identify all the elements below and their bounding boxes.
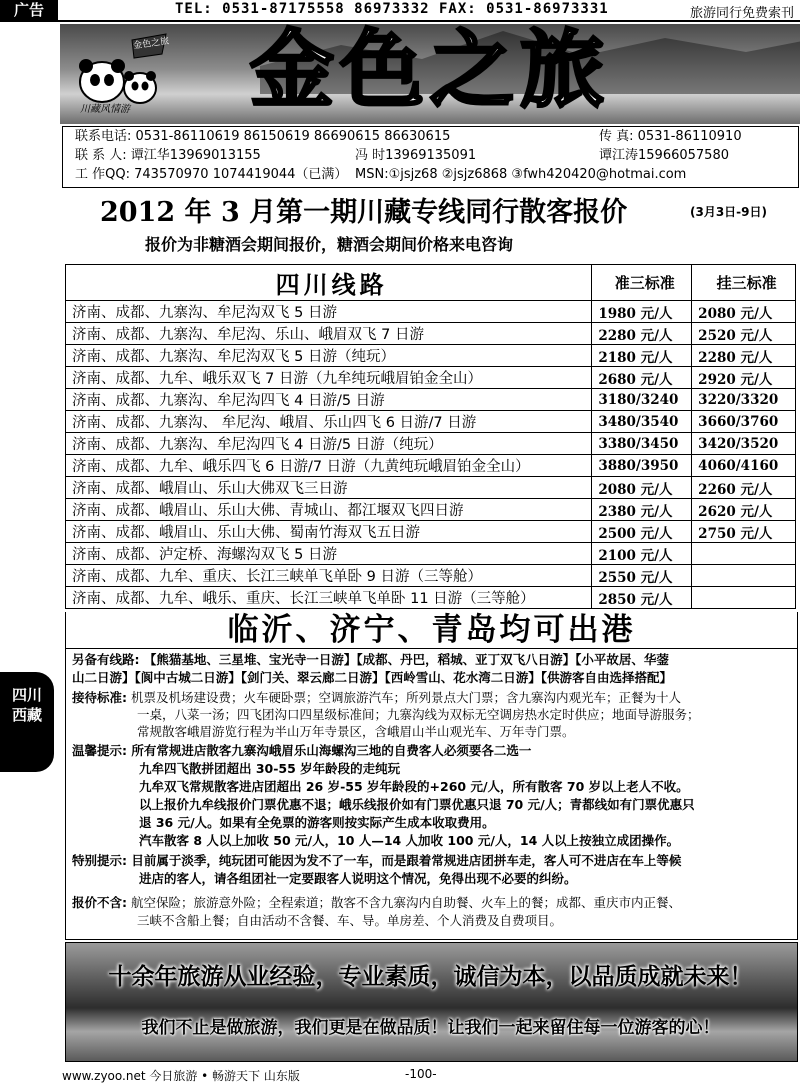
- side-tab-line-2: 西藏: [11, 706, 42, 724]
- qq-numbers: 743570970 1074419044（已满）: [134, 167, 348, 182]
- route-name: 济南、成都、峨眉山、乐山大佛双飞三日游: [66, 477, 592, 499]
- date-range: (3月3日-9日): [690, 205, 767, 219]
- side-tab: [0, 672, 54, 772]
- price-hang: [692, 565, 796, 587]
- page-title: 2012 年 3 月第一期川藏专线同行散客报价: [100, 197, 628, 228]
- table-row: [66, 543, 796, 565]
- route-name: 济南、成都、九寨沟、牟尼沟、乐山、峨眉双飞 7 日游: [66, 323, 592, 345]
- price-hang: 2920 元/人: [692, 367, 796, 389]
- price-hang: 3420/3520: [692, 433, 796, 455]
- price-hang: 2080 元/人: [692, 301, 796, 323]
- special-tip-1: 目前属于淡季，纯玩团可能因为发不了一车，而是跟着常规进店团拼车走，客人可不进店在车上等候: [131, 853, 682, 868]
- price-hang: 3220/3320: [692, 389, 796, 411]
- route-name: 济南、成都、九寨沟、牟尼沟双飞 5 日游: [66, 301, 592, 323]
- table-row: [66, 587, 796, 609]
- table-row: [66, 367, 796, 389]
- route-name: 济南、成都、九寨沟、 牟尼沟、峨眉、乐山四飞 6 日游/7 日游: [66, 411, 592, 433]
- side-tab-line-1: 四川: [11, 686, 42, 704]
- warm-tip-6: 汽车散客 8 人以上加收 50 元/人，10 人—14 人加收 100 元/人，14 人以上按独立成团操作。: [139, 833, 680, 848]
- warm-tip-2: 九牟四飞散拼团超出 30-55 岁年龄段的走纯玩: [139, 761, 401, 776]
- price-standard: 3180/3240: [592, 389, 692, 411]
- price-standard: 2380 元/人: [592, 499, 692, 521]
- route-name: 济南、成都、九牟、峨乐双飞 7 日游（九牟纯玩峨眉铂金全山）: [66, 367, 592, 389]
- special-tips-label: 特别提示:: [72, 853, 127, 868]
- notes-box: [65, 648, 798, 940]
- price-hang: 2520 元/人: [692, 323, 796, 345]
- logo-badge: 金色之旅: [132, 36, 170, 52]
- contact-box: [62, 126, 799, 188]
- table-row: [66, 565, 796, 587]
- price-standard: 2180 元/人: [592, 345, 692, 367]
- price-standard: 3380/3450: [592, 433, 692, 455]
- departure-ports: 临沂、济宁、青岛均可出港: [65, 612, 798, 649]
- price-standard: 1980 元/人: [592, 301, 692, 323]
- phone-numbers: 0531-86110619 86150619 86690615 86630615: [135, 129, 451, 144]
- price-table: [65, 264, 796, 609]
- table-row: [66, 477, 796, 499]
- table-row: [66, 323, 796, 345]
- table-row: [66, 301, 796, 323]
- route-name: 济南、成都、九寨沟、牟尼沟四飞 4 日游/5 日游（纯玩）: [66, 433, 592, 455]
- warm-tips-label: 温馨提示:: [72, 743, 127, 758]
- exclusion-line-2: 三峡不含船上餐；自由活动不含餐、车、导。单房差、个人消费及自费项目。: [137, 913, 563, 928]
- price-standard: 2100 元/人: [592, 543, 692, 565]
- price-standard: 2680 元/人: [592, 367, 692, 389]
- slogan-line-2: 我们不止是做旅游，我们更是在做品质！让我们一起来留住每一位游客的心！: [141, 1018, 720, 1038]
- warm-tip-5: 退 36 元/人。如果有全免票的游客则按实际产生成本收取费用。: [139, 815, 495, 830]
- column-header-std: 准三标准: [592, 265, 692, 301]
- route-name: 济南、成都、峨眉山、乐山大佛、蜀南竹海双飞五日游: [66, 521, 592, 543]
- contact-person-2: 冯 时13969135091: [355, 148, 477, 163]
- reception-line-3: 常规散客峨眉游览行程为半山万年寺景区，含峨眉山半山观光车、万年寺门票。: [137, 724, 575, 739]
- footer-site: [62, 1067, 300, 1084]
- table-row: [66, 411, 796, 433]
- qq-label: 工 作QQ:: [75, 167, 130, 182]
- reception-label: 接待标准:: [72, 690, 127, 705]
- contact-person-3: 谭江涛15966057580: [599, 148, 729, 163]
- table-row: [66, 521, 796, 543]
- page-number: -100-: [405, 1067, 437, 1081]
- route-name: 济南、成都、九寨沟、牟尼沟四飞 4 日游/5 日游: [66, 389, 592, 411]
- person-label: 联 系 人:: [75, 148, 127, 163]
- contact-person-1: 谭江华13969013155: [130, 148, 261, 163]
- table-row: [66, 499, 796, 521]
- logo-caption: 川藏风情游: [80, 104, 130, 115]
- price-hang: 3660/3760: [692, 411, 796, 433]
- price-hang: [692, 587, 796, 609]
- extra-routes-line-1: 【熊猫基地、三星堆、宝光寺一日游】【成都、丹巴，稻城、亚丁双飞八日游】【小平故居、华蓥: [143, 652, 669, 667]
- reception-line-2: 一桌，八菜一汤；四飞团沟口四星级标准间；九寨沟线为双标无空调房热水定时供应；地面导游服务；: [137, 707, 700, 722]
- footer-site-text: www.zyoo.net 今日旅游 • 畅游天下: [62, 1069, 261, 1083]
- table-row: [66, 345, 796, 367]
- ad-tag: 广告: [0, 0, 58, 20]
- special-tip-2: 进店的客人，请各组团社一定要跟客人说明这个情况，免得出现不必要的纠纷。: [139, 871, 577, 886]
- price-hang: [692, 543, 796, 565]
- price-standard: 2550 元/人: [592, 565, 692, 587]
- exclusions-label: 报价不含:: [72, 895, 127, 910]
- msn-accounts: MSN:①jsjz68 ②jsjz6868 ③fwh420420@hotmai.com: [355, 167, 687, 182]
- route-name: 济南、成都、九寨沟、牟尼沟双飞 5 日游（纯玩）: [66, 345, 592, 367]
- brand-title: 金色之旅: [250, 20, 611, 119]
- price-standard: 2080 元/人: [592, 477, 692, 499]
- route-name: 济南、成都、九牟、重庆、长江三峡单飞单卧 9 日游（三等舱）: [66, 565, 592, 587]
- phone-label: 联系电话:: [75, 129, 132, 144]
- table-header-row: [66, 265, 796, 301]
- price-standard: 2850 元/人: [592, 587, 692, 609]
- price-hang: 2260 元/人: [692, 477, 796, 499]
- table-row: [66, 389, 796, 411]
- fax-label: 传 真:: [599, 129, 634, 144]
- section-title: 四川线路: [66, 265, 592, 301]
- price-hang: 2620 元/人: [692, 499, 796, 521]
- column-header-hang: 挂三标准: [692, 265, 796, 301]
- footer-edition: 山东版: [263, 1069, 300, 1083]
- route-name: 济南、成都、九牟、峨乐、重庆、长江三峡单飞单卧 11 日游（三等舱）: [66, 587, 592, 609]
- price-standard: 2280 元/人: [592, 323, 692, 345]
- fax-number: 0531-86110910: [637, 129, 742, 144]
- slogan-line-1: 十余年旅游从业经验，专业素质，诚信为本，以品质成就未来！: [108, 964, 753, 990]
- price-hang: 2750 元/人: [692, 521, 796, 543]
- extra-routes-label: 另备有线路:: [72, 652, 140, 667]
- warm-tip-3: 九牟双飞常规散客进店团超出 26 岁-55 岁年龄段的+260 元/人，所有散客 70 岁以上老人不收。: [139, 779, 689, 794]
- table-row: [66, 455, 796, 477]
- price-standard: 2500 元/人: [592, 521, 692, 543]
- price-hang: 4060/4160: [692, 455, 796, 477]
- extra-routes-line-2: 山二日游】【阆中古城二日游】【剑门关、翠云廊二日游】【西岭雪山、花水湾二日游】【供游客自由选择搭配】: [72, 670, 673, 685]
- exclusion-line-1: 航空保险；旅游意外险；全程索道；散客不含九寨沟内自助餐、火车上的餐；成都、重庆市内正餐、: [130, 895, 681, 910]
- table-row: [66, 433, 796, 455]
- route-name: 济南、成都、九牟、峨乐四飞 6 日游/7 日游（九黄纯玩峨眉铂金全山）: [66, 455, 592, 477]
- warm-tip-1: 所有常规进店散客九寨沟峨眉乐山海螺沟三地的自费客人必须要各二选一: [131, 743, 532, 758]
- price-hang: 2280 元/人: [692, 345, 796, 367]
- price-standard: 3480/3540: [592, 411, 692, 433]
- reception-line-1: 机票及机场建设费；火车硬卧票；空调旅游汽车；所列景点大门票；含九寨沟内观光车；正餐为十人: [130, 690, 681, 705]
- route-name: 济南、成都、峨眉山、乐山大佛、青城山、都江堰双飞四日游: [66, 499, 592, 521]
- warm-tip-4: 以上报价九牟线报价门票优惠不退；峨乐线报价如有门票优惠只退 70 元/人；青都线如有门票优惠只: [139, 797, 695, 812]
- tel-fax-line: TEL: 0531-87175558 86973332 FAX: 0531-86973331: [175, 1, 609, 17]
- index-title: 旅游同行免费索刊: [689, 6, 794, 21]
- page-subtitle: 报价为非糖酒会期间报价，糖酒会期间价格来电咨询: [145, 235, 514, 254]
- route-name: 济南、成都、泸定桥、海螺沟双飞 5 日游: [66, 543, 592, 565]
- price-standard: 3880/3950: [592, 455, 692, 477]
